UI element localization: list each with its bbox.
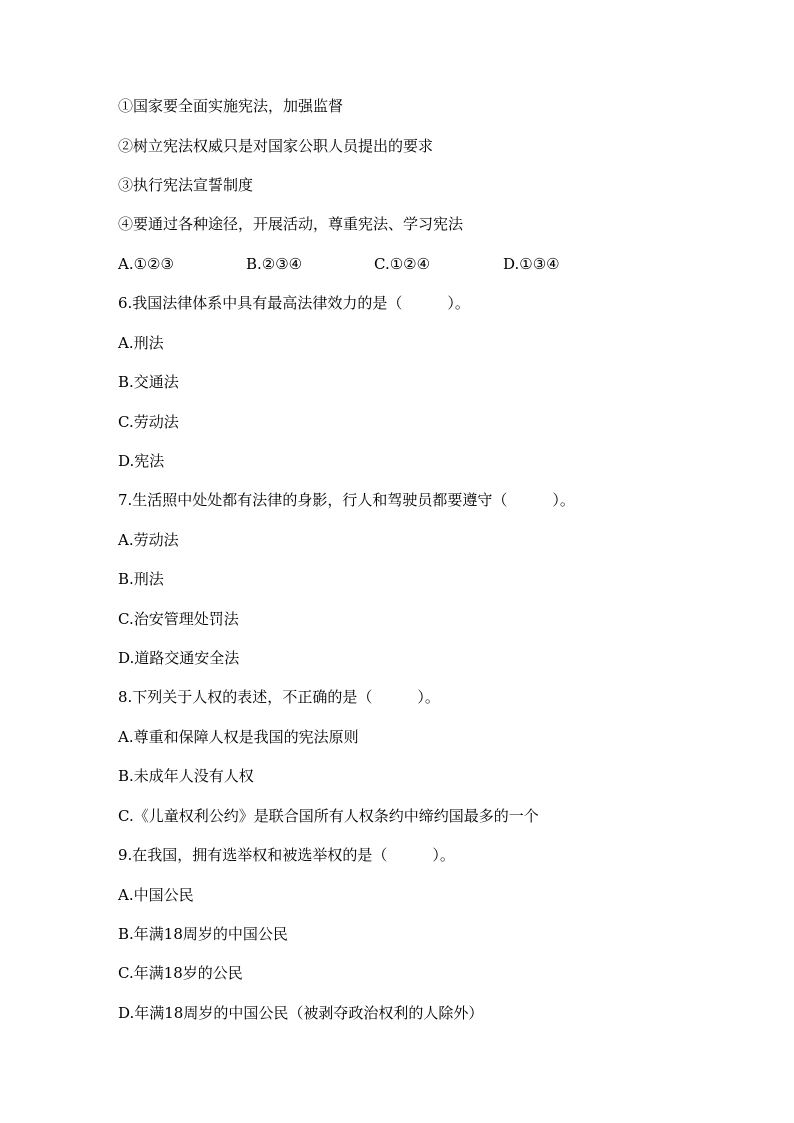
q8-stem: 8.下列关于人权的表述，不正确的是（ ）。 (118, 688, 440, 706)
statement-3: ③执行宪法宣誓制度 (118, 176, 254, 194)
q6-option-b: B.交通法 (118, 373, 179, 391)
q9-stem: 9.在我国，拥有选举权和被选举权的是（ ）。 (118, 846, 455, 864)
q7-option-c: C.治安管理处罚法 (118, 610, 239, 628)
q5-option-b: B.②③④ (246, 255, 303, 273)
q6-option-c: C.劳动法 (118, 413, 179, 431)
statement-1: ①国家要全面实施宪法，加强监督 (118, 97, 344, 115)
statement-2: ②树立宪法权威只是对国家公职人员提出的要求 (118, 137, 434, 155)
q9-option-d: D.年满18周岁的中国公民（被剥夺政治权利的人除外） (118, 1004, 484, 1022)
q5-option-d: D.①③④ (503, 255, 560, 273)
q8-option-c: C.《儿童权利公约》是联合国所有人权条约中缔约国最多的一个 (118, 807, 539, 825)
q9-option-a: A.中国公民 (118, 886, 194, 904)
q5-option-a: A.①②③ (118, 255, 174, 273)
q7-stem: 7.生活照中处处都有法律的身影，行人和驾驶员都要遵守（ ）。 (118, 491, 575, 509)
q6-stem: 6.我国法律体系中具有最高法律效力的是（ ）。 (118, 294, 470, 312)
q7-option-d: D.道路交通安全法 (118, 649, 240, 667)
statement-4: ④要通过各种途径，开展活动，尊重宪法、学习宪法 (118, 215, 464, 233)
q9-option-b: B.年满18周岁的中国公民 (118, 925, 288, 943)
q7-option-a: A.劳动法 (118, 531, 179, 549)
q5-option-c: C.①②④ (374, 255, 431, 273)
q8-option-b: B.未成年人没有人权 (118, 767, 254, 785)
q6-option-d: D.宪法 (118, 452, 165, 470)
q9-option-c: C.年满18岁的公民 (118, 964, 243, 982)
q6-option-a: A.刑法 (118, 334, 164, 352)
q7-option-b: B.刑法 (118, 570, 164, 588)
q8-option-a: A.尊重和保障人权是我国的宪法原则 (118, 728, 359, 746)
